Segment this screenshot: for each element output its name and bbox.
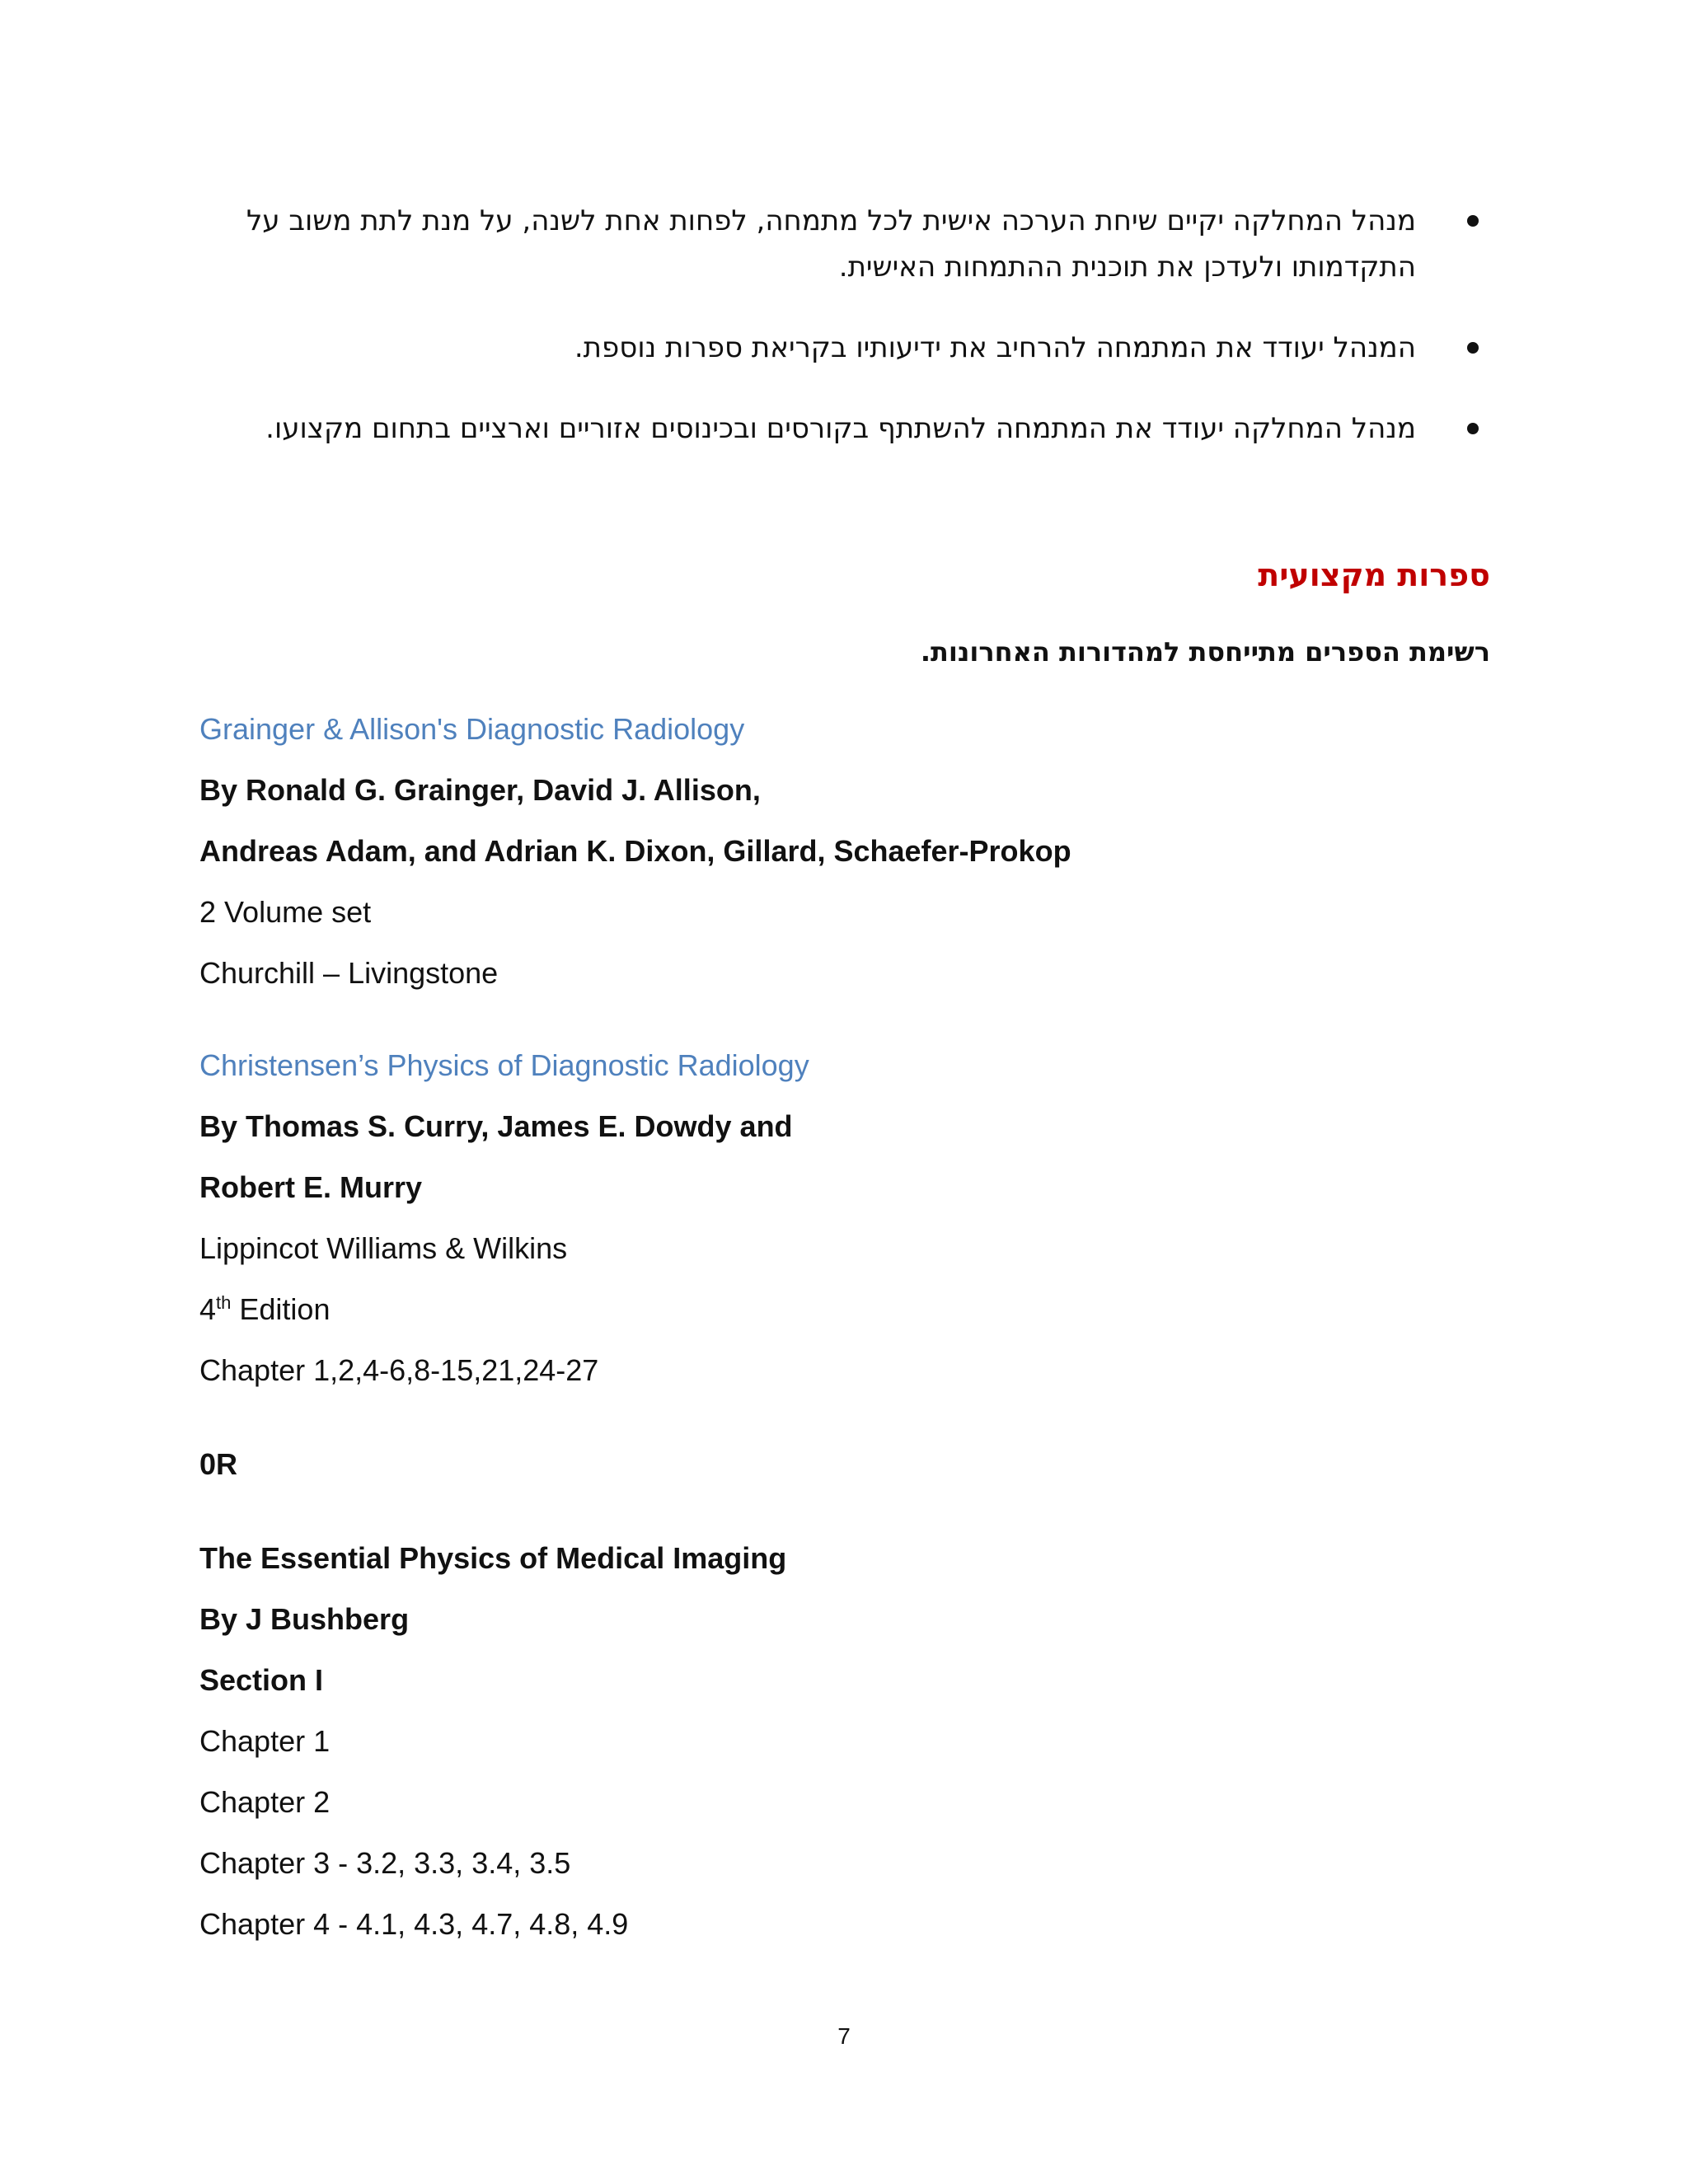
list-item: [198, 325, 1492, 371]
chapter-item: Chapter 4 - 4.1, 4.3, 4.7, 4.8, 4.9: [199, 1907, 629, 1941]
edition-word: Edition: [231, 1292, 331, 1326]
chapter-item: Chapter 2: [199, 1785, 331, 1819]
chapter-item: Chapter 3 - 3.2, 3.3, 3.4, 3.5: [199, 1846, 571, 1880]
book-volumes: 2 Volume set: [199, 895, 372, 929]
page-number: 7: [837, 2023, 851, 2049]
list-item-text: מנהל המחלקה יקיים שיחת הערכה אישית לכל מתמחה, לפחות אחת לשנה, על מנת לתת משוב על התקדמותו ולעדכן את תוכנית ההתמחות האישית.: [246, 204, 1416, 284]
chapter-item: Chapter 1: [199, 1724, 331, 1758]
responsibilities-list: [198, 198, 1492, 486]
book-authors: Andreas Adam, and Adrian K. Dixon, Gillard, Schaefer-Prokop: [199, 834, 1071, 868]
book-authors: By Ronald G. Grainger, David J. Allison,: [199, 773, 761, 807]
book-authors: By Thomas S. Curry, James E. Dowdy and: [199, 1109, 793, 1143]
book-edition: [199, 1292, 330, 1327]
book-publisher: Lippincot Williams & Wilkins: [199, 1231, 568, 1265]
book-title-link[interactable]: Grainger & Allison's Diagnostic Radiology: [199, 712, 745, 746]
list-item-text: המנהל יעודד את המתמחה להרחיב את ידיעותיו בקריאת ספרות נוספת.: [574, 331, 1416, 364]
bullet-icon: [1467, 423, 1479, 434]
section-note: רשימת הספרים מתייחסת למהדורות האחרונות.: [920, 636, 1490, 668]
or-separator: 0R: [199, 1447, 238, 1481]
section-heading: ספרות מקצועית: [1258, 557, 1490, 593]
book-authors: Robert E. Murry: [199, 1170, 423, 1204]
bullet-icon: [1467, 342, 1479, 354]
bullet-icon: [1467, 215, 1479, 227]
book-publisher: Churchill – Livingstone: [199, 956, 499, 990]
list-item-text: מנהל המחלקה יעודד את המתמחה להשתתף בקורסים ובכינוסים אזוריים וארציים בתחום מקצועו.: [265, 412, 1416, 445]
book-chapters: Chapter 1,2,4-6,8-15,21,24-27: [199, 1353, 599, 1387]
book-section: Section I: [199, 1663, 324, 1697]
edition-number: 4: [199, 1292, 217, 1326]
book-title-link[interactable]: Christensen’s Physics of Diagnostic Radiology: [199, 1048, 809, 1082]
edition-suffix: th: [216, 1292, 232, 1313]
book-authors: By J Bushberg: [199, 1602, 410, 1636]
list-item: [198, 405, 1492, 452]
book-title: The Essential Physics of Medical Imaging: [199, 1541, 787, 1575]
list-item: [198, 198, 1492, 290]
